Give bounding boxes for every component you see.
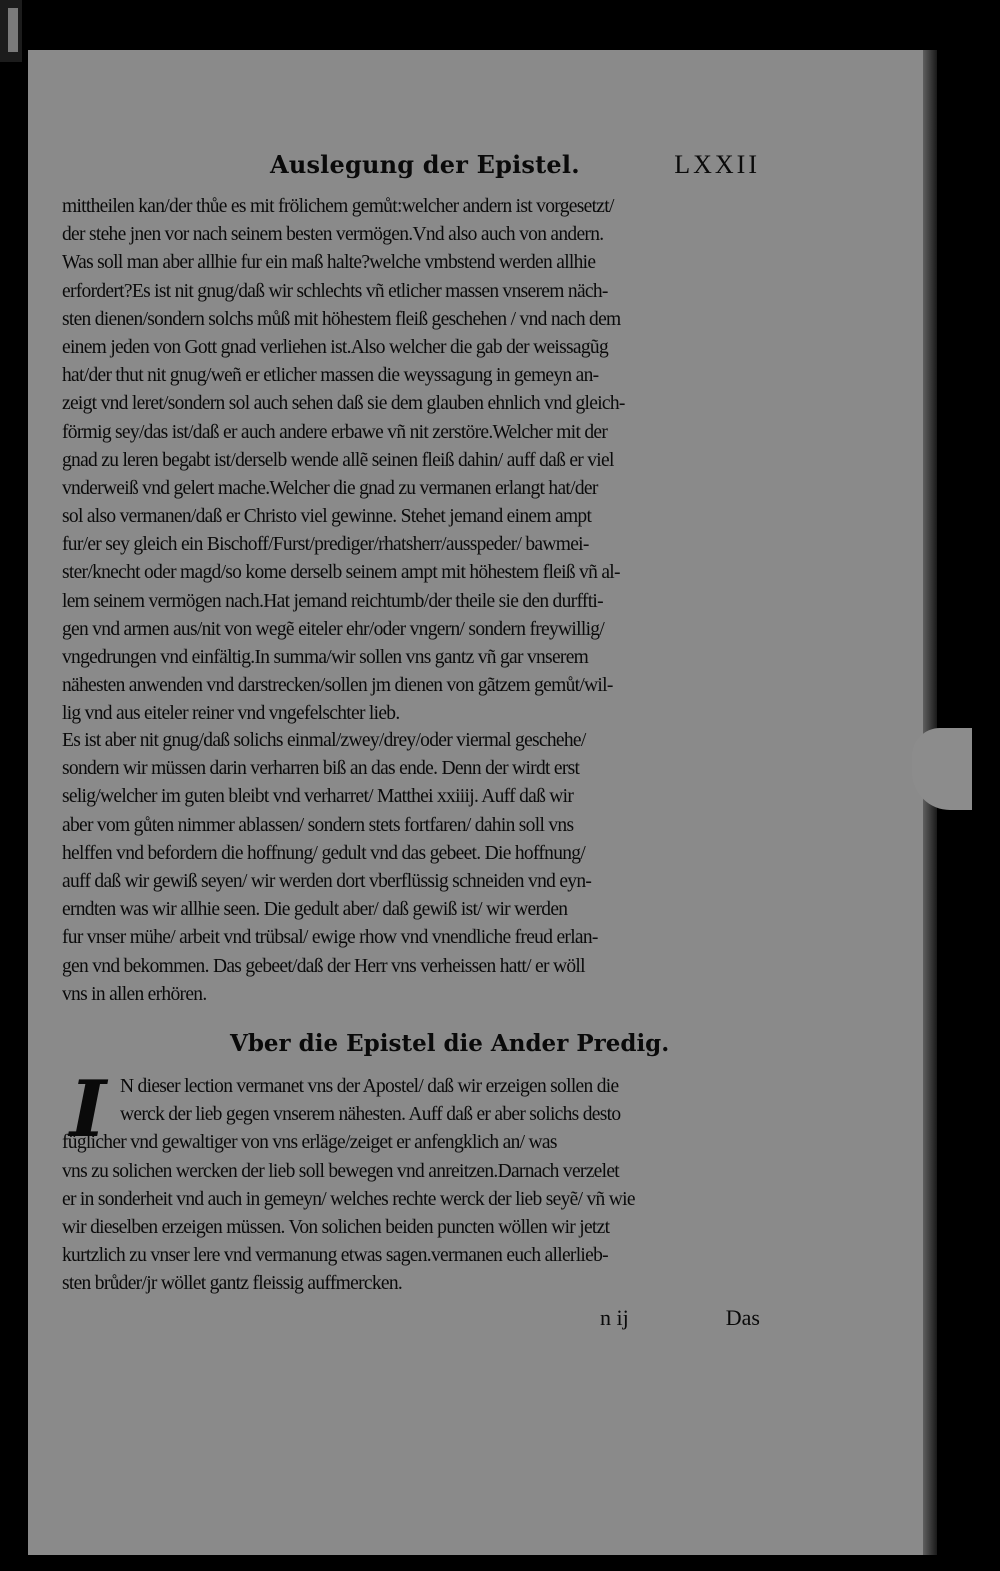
text-line: auff daß wir gewiß seyen/ wir werden dort vberflüssig schneiden vnd eyn-: [62, 870, 592, 892]
text-line: ster/knecht oder magd/so kome derselb seinem ampt mit höhestem fleiß vñ al-: [62, 562, 620, 584]
text-line: vngedrungen vnd einfältig.In summa/wir sollen vns gantz vñ gar vnserem: [62, 647, 589, 668]
text-line: lem seinem vermögen nach.Hat jemand reichtumb/der theile sie den durffti-: [62, 590, 603, 612]
text-line: erfordert?Es ist nit gnug/daß wir schlechts vñ etlicher massen vnserem näch-: [62, 280, 608, 302]
text-line: fur/er sey gleich ein Bischoff/Furst/prediger/rhatsherr/ausspeder/ bawmei-: [62, 534, 589, 556]
text-line: vnderweiß vnd gelert mache.Welcher die gnad zu vermanen erlangt hat/der: [62, 477, 598, 499]
catchword: Das: [725, 1305, 760, 1330]
text-line: wir dieselben erzeigen müssen. Von solichen beiden puncten wöllen wir jetzt: [62, 1216, 610, 1238]
text-line: aber vom gůten nimmer ablassen/ sondern stets fortfaren/ dahin soll vns: [62, 814, 574, 836]
text-line: Es ist aber nit gnug/daß solichs einmal/zwey/drey/oder viermal geschehe/: [62, 730, 586, 751]
text-line: fur vnser mühe/ arbeit vnd trübsal/ ewige rhow vnd vnendliche freud erlan-: [62, 927, 598, 949]
text-line: Was soll man aber allhie fur ein maß halte?welche vmbstend werden allhie: [62, 252, 596, 274]
folio-number: LXXII: [674, 150, 760, 179]
text-line: werck der lieb gegen vnserem nähesten. Auff daß er aber solichs desto: [120, 1104, 621, 1126]
decorated-initial: I: [69, 1064, 107, 1155]
text-line: N dieser lection vermanet vns der Apostel/ daß wir erzeigen sollen die: [120, 1076, 619, 1097]
thumb-holding-page: [912, 728, 972, 810]
text-line: sondern wir müssen darin verharren biß an das ende. Denn der wirdt erst: [62, 758, 580, 780]
page-footer: [600, 1305, 760, 1335]
section-heading: Vber die Epistel die Ander Predig.: [230, 1030, 670, 1057]
paragraph-1: [62, 193, 764, 729]
text-line: lig vnd aus eiteler reiner vnd vngefelschter lieb.: [62, 703, 400, 725]
text-line: gen vnd armen aus/nit von wegẽ eiteler ehr/oder vngern/ sondern freywillig/: [62, 618, 605, 640]
text-line: helffen vnd befordern die hoffnung/ gedult vnd das gebeet. Die hoffnung/: [62, 842, 586, 864]
text-line: gen vnd bekommen. Das gebeet/daß der Herr vns verheissen hatt/ er wöll: [62, 955, 585, 977]
text-line: einem jeden von Gott gnad verliehen ist.Also welcher die gab der weissagũg: [62, 336, 609, 358]
text-line: er in sonderheit vnd auch in gemeyn/ welches rechte werck der lieb seyẽ/ vñ wie: [62, 1188, 635, 1210]
text-line: mittheilen kan/der thůe es mit frölichem gemůt:welcher andern ist vorgesetzt/: [62, 196, 614, 217]
text-line: sol also vermanen/daß er Christo viel gewinne. Stehet jemand einem ampt: [62, 506, 592, 528]
text-line: nähesten anwenden vnd darstrecken/sollen jm dienen von gãtzem gemůt/wil-: [62, 675, 613, 697]
text-line: vns in allen erhören.: [62, 983, 207, 1005]
text-line: förmig sey/das ist/daß er auch andere erbawe vñ nit zerstöre.Welcher mit der: [62, 421, 608, 443]
text-line: sten dienen/sondern solchs můß mit höhestem fleiß geschehen / vnd nach dem: [62, 308, 621, 330]
signature-mark: n ij: [600, 1305, 629, 1330]
text-line: selig/welcher im guten bleibt vnd verharret/ Matthei xxiiij. Auff daß wir: [62, 786, 574, 808]
text-line: vns zu solichen wercken der lieb soll bewegen vnd anreitzen.Darnach verzelet: [62, 1160, 619, 1182]
text-line: sten brůder/jr wöllet gantz fleissig auffmercken.: [62, 1273, 403, 1295]
left-edge-binding: [8, 8, 18, 52]
running-title: Auslegung der Epistel.: [270, 150, 580, 179]
text-line: der stehe jnen vor nach seinem besten vermögen.Vnd also auch von andern.: [62, 224, 604, 246]
text-line: hat/der thut nit gnug/weñ er etlicher massen die weyssagung in gemeyn an-: [62, 365, 599, 387]
text-line: gnad zu leren begabt ist/derselb wende allẽ seinen fleiß dahin/ auff daß er viel: [62, 449, 614, 471]
text-line: füglicher vnd gewaltiger von vns erläge/zeiget er anfengklich an/ was: [62, 1132, 557, 1154]
text-line: zeigt vnd leret/sondern sol auch sehen daß sie dem glauben ehnlich vnd gleich-: [62, 393, 625, 415]
paragraph-3: [62, 1064, 764, 1299]
text-line: erndten was wir allhie seen. Die gedult aber/ daß gewiß ist/ wir werden: [62, 899, 568, 921]
text-line: kurtzlich zu vnser lere vnd vermanung etwas sagen.vermanen euch allerlieb-: [62, 1245, 608, 1267]
page-header: [270, 150, 760, 186]
paragraph-2: [62, 727, 764, 1009]
